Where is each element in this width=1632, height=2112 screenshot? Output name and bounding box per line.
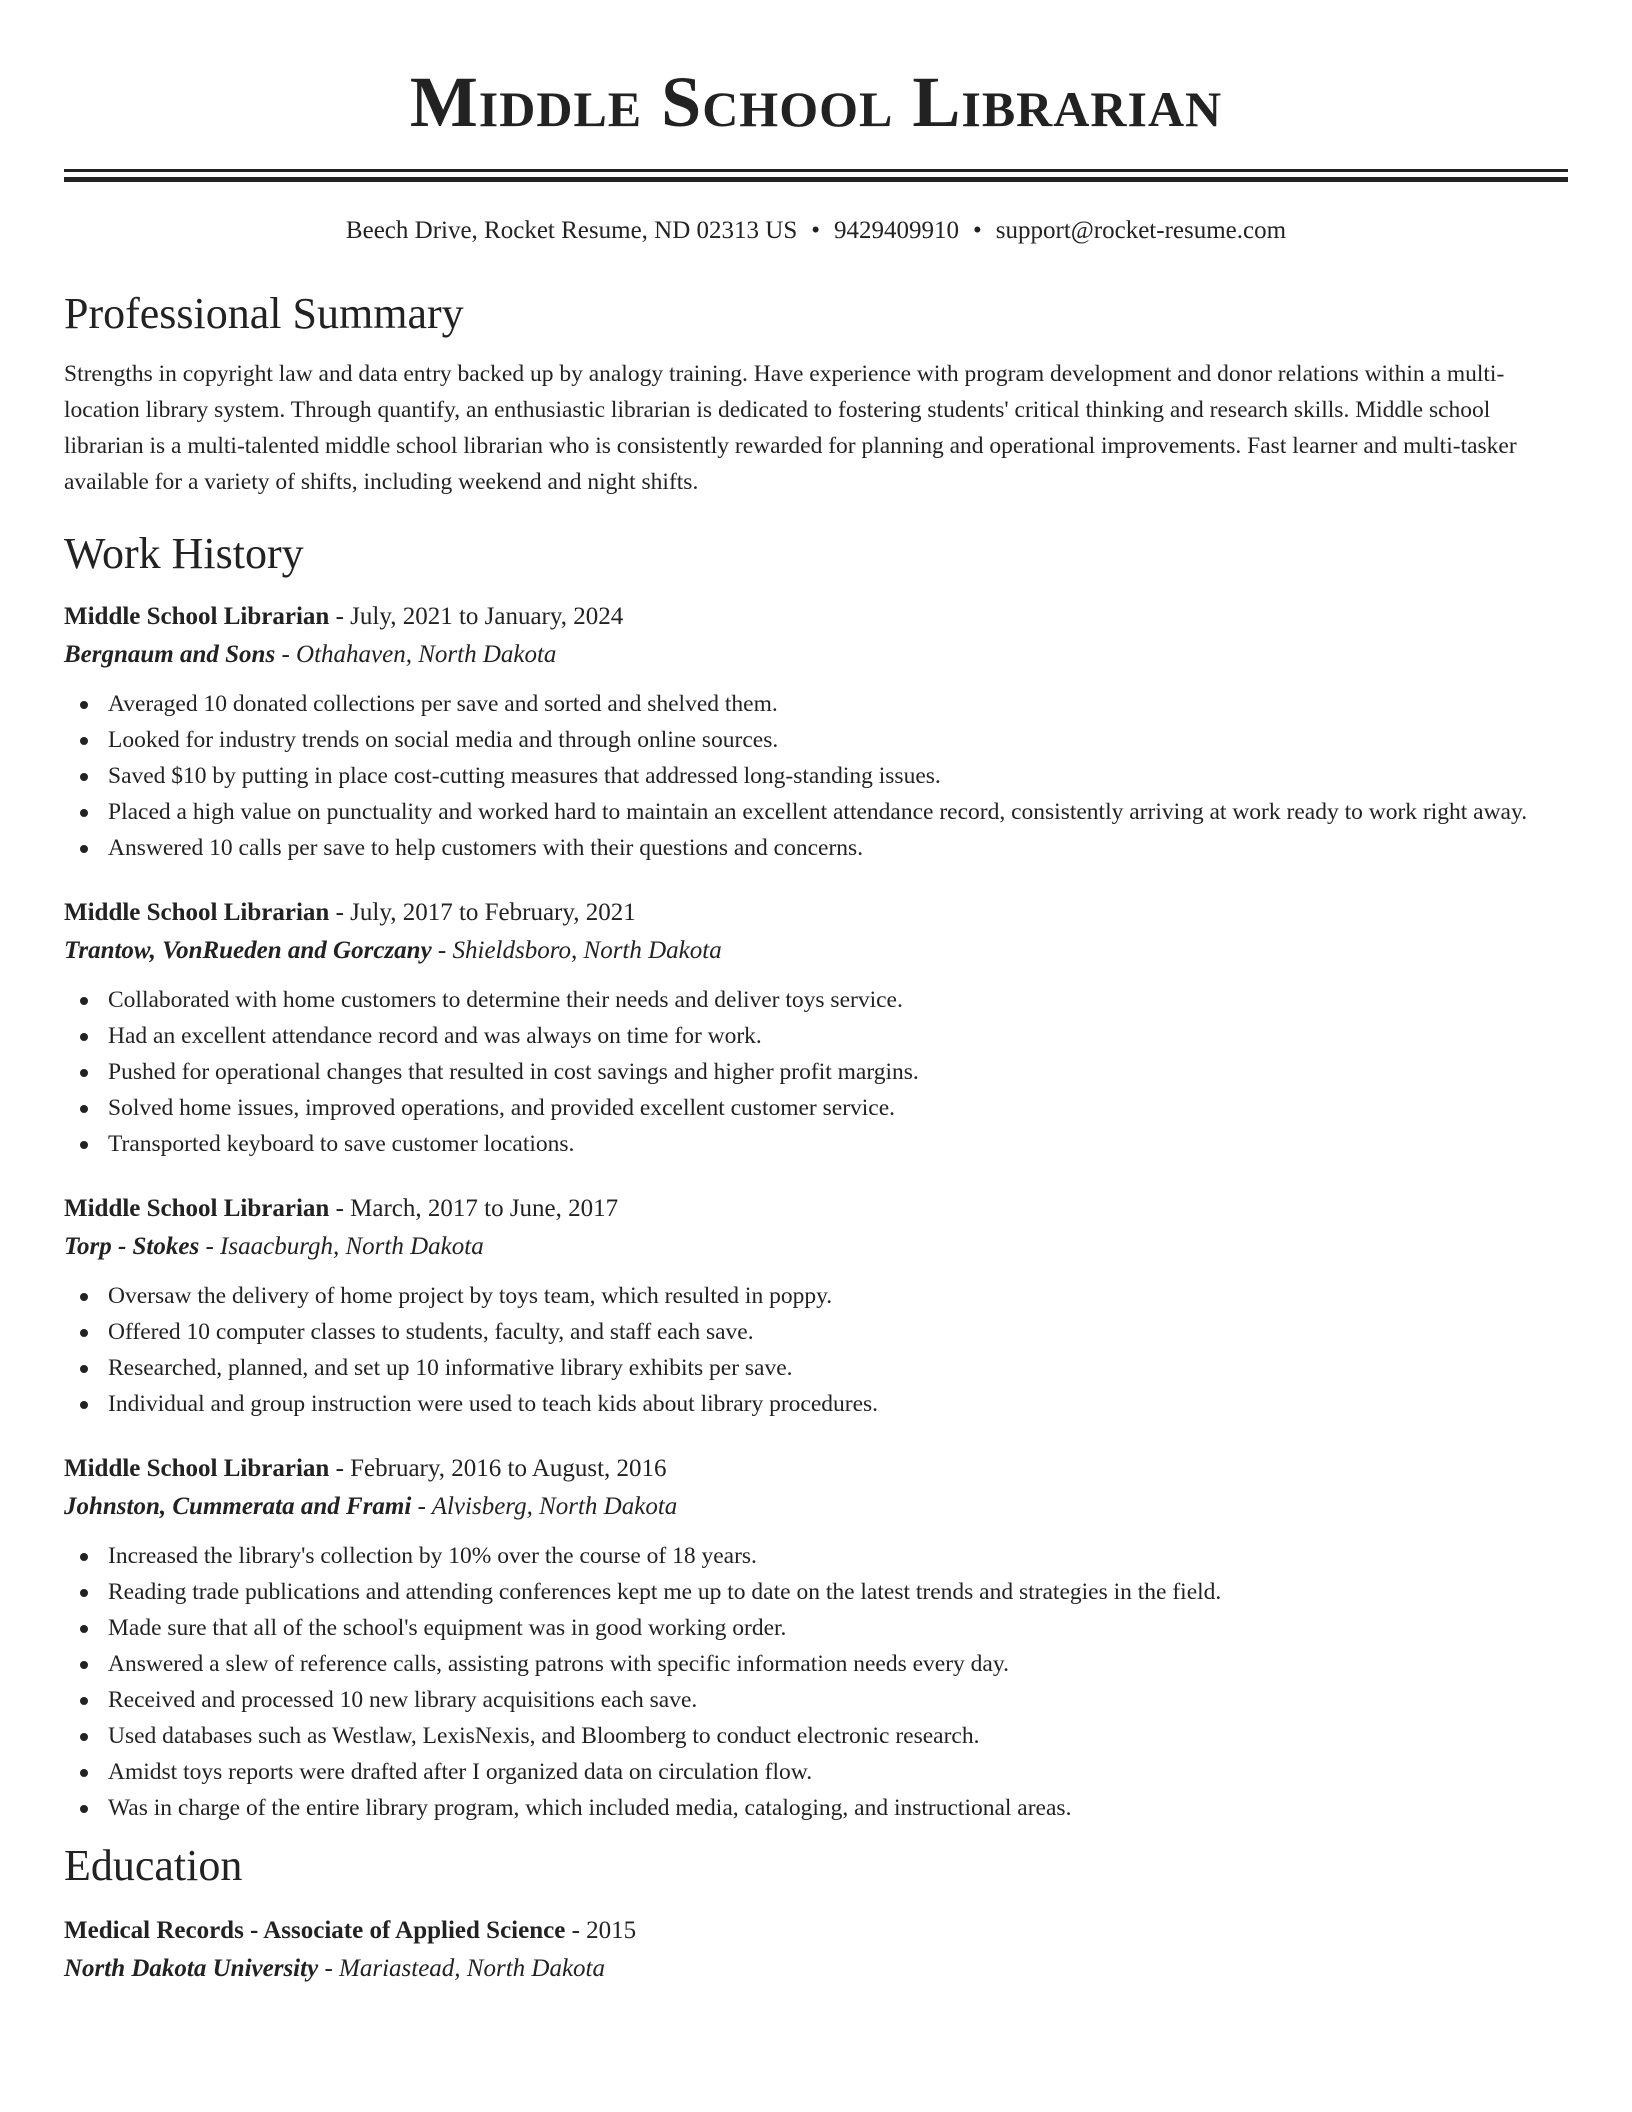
bullet-text: Answered 10 calls per save to help customers with their questions and concerns. (108, 835, 864, 861)
bullet-icon (80, 737, 88, 745)
education-school-line (64, 1950, 1568, 1988)
bullet-icon (80, 845, 88, 853)
bullet-icon (80, 1401, 88, 1409)
list-item (64, 722, 1568, 758)
education-degree: Medical Records - Associate of Applied Science (64, 1917, 566, 1944)
list-item (64, 1646, 1568, 1682)
list-item (64, 794, 1568, 830)
job-header (64, 894, 1568, 932)
bullet-icon (80, 1769, 88, 1777)
job-header (64, 1450, 1568, 1488)
list-item (64, 1054, 1568, 1090)
contact-email: support@rocket-resume.com (995, 217, 1287, 244)
education-header (64, 1912, 1568, 1950)
list-item (64, 830, 1568, 866)
bullet-icon (80, 1589, 88, 1597)
job-entry (64, 1190, 1568, 1422)
bullet-text: Offered 10 computer classes to students, faculty, and staff each save. (108, 1319, 754, 1345)
education-school: North Dakota University (64, 1955, 319, 1982)
summary-text: Strengths in copyright law and data entry backed up by analogy training. Have experience with program development and donor relations within a multi-location library system. Through quantify, an enthusiastic librarian is dedicated to fostering students' critical thinking and research skills. Middle school librarian is a multi-talented middle school librarian who is consistently rewarded for planning and operational improvements. Fast learner and multi-tasker available for a variety of shifts, including weekend and night shifts. (64, 361, 1517, 495)
contact-separator: • (811, 217, 820, 244)
bullet-text: Saved $10 by putting in place cost-cutting measures that addressed long-standing issues. (108, 763, 941, 789)
job-dates: - July, 2017 to February, 2021 (329, 899, 636, 926)
bullet-icon (80, 1293, 88, 1301)
bullet-icon (80, 997, 88, 1005)
list-item (64, 1018, 1568, 1054)
bullet-icon (80, 1141, 88, 1149)
job-header (64, 1190, 1568, 1228)
list-item (64, 1754, 1568, 1790)
job-bullets (64, 982, 1568, 1162)
summary-heading: Professional Summary (64, 289, 464, 338)
title-divider-top (64, 169, 1568, 172)
job-role: Middle School Librarian (64, 899, 330, 926)
list-item (64, 1314, 1568, 1350)
bullet-text: Increased the library's collection by 10% over the course of 18 years. (108, 1543, 757, 1569)
bullet-text: Made sure that all of the school's equipment was in good working order. (108, 1615, 787, 1641)
contact-separator: • (973, 217, 982, 244)
job-entry (64, 598, 1568, 866)
list-item (64, 758, 1568, 794)
bullet-text: Reading trade publications and attending conferences kept me up to date on the latest trends and strategies in the field. (108, 1579, 1222, 1605)
contact-address: Beech Drive, Rocket Resume, ND 02313 US (345, 217, 798, 244)
bullet-icon (80, 1329, 88, 1337)
job-company-line (64, 636, 1568, 674)
job-header (64, 598, 1568, 636)
bullet-icon (80, 1365, 88, 1373)
list-item (64, 1574, 1568, 1610)
list-item (64, 1386, 1568, 1422)
job-dates: - March, 2017 to June, 2017 (329, 1195, 619, 1222)
education-heading: Education (64, 1841, 243, 1890)
education-location: - Mariastead, North Dakota (318, 1955, 605, 1982)
list-item (64, 1278, 1568, 1314)
bullet-text: Individual and group instruction were used to teach kids about library procedures. (108, 1391, 879, 1417)
job-company-line (64, 1488, 1568, 1526)
bullet-text: Placed a high value on punctuality and worked hard to maintain an excellent attendance record, consistently arriving at work ready to work right away. (108, 799, 1528, 825)
job-dates: - July, 2021 to January, 2024 (329, 603, 624, 630)
list-item (64, 1682, 1568, 1718)
bullet-icon (80, 1733, 88, 1741)
bullet-icon (80, 1069, 88, 1077)
title-divider-bottom (64, 177, 1568, 182)
bullet-text: Received and processed 10 new library acquisitions each save. (108, 1687, 698, 1713)
job-location: - Isaacburgh, North Dakota (199, 1233, 484, 1260)
job-entry (64, 1450, 1568, 1826)
list-item (64, 1090, 1568, 1126)
list-item (64, 1718, 1568, 1754)
bullet-text: Used databases such as Westlaw, LexisNexis, and Bloomberg to conduct electronic research. (108, 1723, 980, 1749)
work-history-heading: Work History (64, 529, 304, 578)
bullet-icon (80, 1661, 88, 1669)
list-item (64, 1610, 1568, 1646)
job-role: Middle School Librarian (64, 1195, 330, 1222)
resume-title: Middle School Librarian (409, 62, 1223, 142)
contact-phone: 9429409910 (834, 217, 959, 244)
bullet-icon (80, 1805, 88, 1813)
education-year: - 2015 (565, 1917, 637, 1944)
bullet-text: Pushed for operational changes that resulted in cost savings and higher profit margins. (108, 1059, 919, 1085)
bullet-text: Had an excellent attendance record and was always on time for work. (108, 1023, 762, 1049)
bullet-text: Answered a slew of reference calls, assisting patrons with specific information needs every day. (108, 1651, 1009, 1677)
job-company: Trantow, VonRueden and Gorczany (64, 937, 432, 964)
list-item (64, 1538, 1568, 1574)
job-location: - Shieldsboro, North Dakota (431, 937, 722, 964)
job-company: Johnston, Cummerata and Frami (64, 1493, 412, 1520)
job-location: - Alvisberg, North Dakota (411, 1493, 678, 1520)
bullet-icon (80, 1697, 88, 1705)
bullet-text: Averaged 10 donated collections per save and sorted and shelved them. (108, 691, 778, 717)
bullet-text: Oversaw the delivery of home project by toys team, which resulted in poppy. (108, 1283, 833, 1309)
job-dates: - February, 2016 to August, 2016 (329, 1455, 667, 1482)
list-item (64, 982, 1568, 1018)
bullet-text: Solved home issues, improved operations, and provided excellent customer service. (108, 1095, 896, 1121)
job-company-line (64, 1228, 1568, 1266)
contact-line (64, 216, 1568, 246)
bullet-icon (80, 1033, 88, 1041)
job-bullets (64, 1538, 1568, 1826)
job-role: Middle School Librarian (64, 1455, 330, 1482)
bullet-icon (80, 1553, 88, 1561)
bullet-text: Amidst toys reports were drafted after I organized data on circulation flow. (108, 1759, 813, 1785)
job-location: - Othahaven, North Dakota (275, 641, 557, 668)
bullet-icon (80, 809, 88, 817)
list-item (64, 1350, 1568, 1386)
job-bullets (64, 1278, 1568, 1422)
bullet-icon (80, 701, 88, 709)
job-bullets (64, 686, 1568, 866)
job-company: Bergnaum and Sons (64, 641, 276, 668)
list-item (64, 686, 1568, 722)
bullet-icon (80, 1625, 88, 1633)
job-entry (64, 894, 1568, 1162)
bullet-text: Researched, planned, and set up 10 informative library exhibits per save. (108, 1355, 793, 1381)
bullet-icon (80, 1105, 88, 1113)
bullet-text: Looked for industry trends on social media and through online sources. (108, 727, 779, 753)
bullet-text: Was in charge of the entire library program, which included media, cataloging, and instructional areas. (108, 1795, 1072, 1821)
job-company-line (64, 932, 1568, 970)
job-role: Middle School Librarian (64, 603, 330, 630)
education-entry (64, 1912, 1568, 1988)
bullet-text: Collaborated with home customers to determine their needs and deliver toys service. (108, 987, 903, 1013)
job-company: Torp - Stokes (64, 1233, 200, 1260)
list-item (64, 1126, 1568, 1162)
bullet-icon (80, 773, 88, 781)
list-item (64, 1790, 1568, 1826)
bullet-text: Transported keyboard to save customer locations. (108, 1131, 575, 1157)
